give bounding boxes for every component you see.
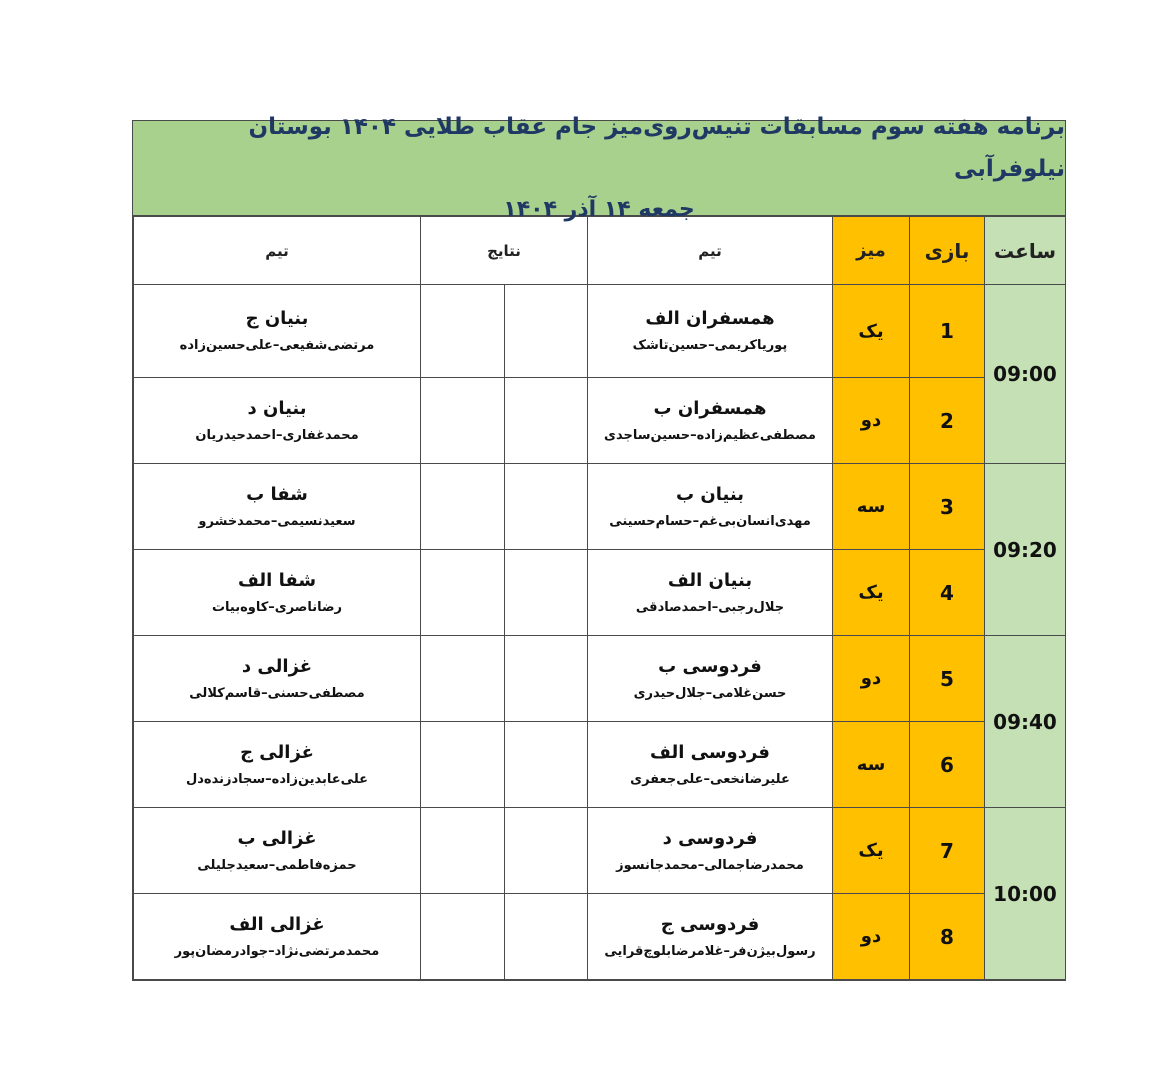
team2-cell — [134, 464, 421, 550]
result-cell[interactable] — [504, 285, 588, 378]
team2-name: غزالی ج — [240, 741, 314, 763]
team1-players: رسول‌بیژن‌فر–غلامرضابلوچ‌قرایی — [604, 943, 816, 959]
team1-players: مصطفی‌عظیم‌زاده–حسین‌ساجدی — [604, 427, 816, 443]
table-number: دو — [833, 636, 910, 722]
team1-name: بنیان ب — [676, 483, 744, 505]
header-time: ساعت — [985, 217, 1066, 285]
table-number: یک — [833, 808, 910, 894]
schedule-table — [133, 216, 1066, 980]
header-team1: تیم — [588, 217, 833, 285]
team2-cell — [134, 636, 421, 722]
team1-cell — [588, 464, 833, 550]
result-cell[interactable] — [421, 722, 505, 808]
result-cell[interactable] — [421, 285, 505, 378]
team1-players: محمدرضاجمالی–محمدجانسوز — [616, 857, 804, 873]
team2-cell — [134, 378, 421, 464]
header-game: بازی — [910, 217, 985, 285]
time-slot: 10:00 — [985, 808, 1066, 980]
schedule-header — [133, 114, 1065, 222]
team2-name: غزالی الف — [229, 913, 325, 935]
team1-name: بنیان الف — [667, 569, 753, 591]
team1-name: فردوسی ج — [660, 913, 760, 935]
time-slot: 09:40 — [985, 636, 1066, 808]
result-cell[interactable] — [504, 550, 588, 636]
header-team2: تیم — [134, 217, 421, 285]
result-cell[interactable] — [421, 550, 505, 636]
table-row — [134, 378, 1066, 464]
team2-players: رضاناصری–کاوه‌بیات — [211, 599, 343, 615]
team2-cell — [134, 894, 421, 980]
team1-cell — [588, 808, 833, 894]
table-number: دو — [833, 378, 910, 464]
table-number: سه — [833, 464, 910, 550]
result-cell[interactable] — [421, 378, 505, 464]
table-number: دو — [833, 894, 910, 980]
team2-players: محمدغفاری–احمدحیدریان — [195, 427, 359, 443]
result-cell[interactable] — [504, 378, 588, 464]
result-cell[interactable] — [421, 894, 505, 980]
team2-cell — [134, 722, 421, 808]
team2-name: بنیان د — [247, 397, 307, 419]
result-cell[interactable] — [504, 636, 588, 722]
result-cell[interactable] — [504, 464, 588, 550]
table-row — [134, 722, 1066, 808]
team1-cell — [588, 550, 833, 636]
schedule-title: برنامه هفته سوم مسابقات تنیس‌روی‌میز جام عقاب طلایی ۱۴۰۴ بوستان نیلوفرآبی — [248, 114, 1065, 182]
team2-name: شفا ب — [246, 483, 308, 505]
result-cell[interactable] — [421, 636, 505, 722]
result-cell[interactable] — [504, 808, 588, 894]
table-row — [134, 636, 1066, 722]
team1-players: پوریاکریمی–حسین‌تاشک — [632, 338, 788, 353]
team2-players: حمزه‌فاطمی–سعیدجلیلی — [197, 857, 357, 873]
team1-cell — [588, 378, 833, 464]
table-row — [134, 464, 1066, 550]
team1-name: همسفران ب — [653, 397, 767, 419]
table-number: سه — [833, 722, 910, 808]
team1-players: جلال‌رجبی–احمدصادقی — [635, 599, 785, 615]
team2-players: مرتضی‌شفیعی–علی‌حسین‌زاده — [179, 338, 375, 353]
team2-name: شفا الف — [237, 569, 317, 591]
game-number: 3 — [910, 464, 985, 550]
game-number: 6 — [910, 722, 985, 808]
table-number: یک — [833, 285, 910, 378]
table-row — [134, 808, 1066, 894]
team1-cell — [588, 722, 833, 808]
table-row — [134, 550, 1066, 636]
team2-name: بنیان ج — [245, 308, 309, 329]
team1-players: علیرضانخعی–علی‌جعفری — [630, 771, 790, 787]
team1-cell — [588, 894, 833, 980]
team2-cell — [134, 550, 421, 636]
team2-players: علی‌عابدین‌زاده–سجادزنده‌دل — [185, 771, 369, 787]
team1-cell — [588, 636, 833, 722]
game-number: 2 — [910, 378, 985, 464]
team2-players: محمدمرتضی‌نژاد–جوادرمضان‌پور — [174, 943, 380, 959]
team1-name: فردوسی ب — [658, 655, 762, 677]
match-list — [134, 285, 1066, 980]
team2-players: سعیدنسیمی–محمدخشرو — [198, 513, 356, 529]
table-row — [134, 285, 1066, 378]
result-cell[interactable] — [421, 808, 505, 894]
game-number: 1 — [910, 285, 985, 378]
time-slot: 09:00 — [985, 285, 1066, 464]
header-table: میز — [833, 217, 910, 285]
team2-cell — [134, 808, 421, 894]
team2-name: غزالی ب — [237, 827, 317, 849]
header-results: نتایج — [421, 217, 588, 285]
result-cell[interactable] — [421, 464, 505, 550]
team2-name: غزالی د — [241, 655, 313, 677]
result-cell[interactable] — [504, 894, 588, 980]
game-number: 8 — [910, 894, 985, 980]
team1-name: همسفران الف — [645, 308, 775, 329]
team2-players: مصطفی‌حسنی–قاسم‌کلالی — [189, 685, 365, 701]
table-number: یک — [833, 550, 910, 636]
team1-players: حسن‌غلامی–جلال‌حیدری — [633, 685, 787, 701]
game-number: 7 — [910, 808, 985, 894]
team1-players: مهدی‌انسان‌بی‌غم–حسام‌حسینی — [609, 513, 811, 529]
team1-cell — [588, 285, 833, 378]
game-number: 5 — [910, 636, 985, 722]
table-row — [134, 894, 1066, 980]
time-slot: 09:20 — [985, 464, 1066, 636]
schedule-sheet — [132, 114, 1066, 981]
game-number: 4 — [910, 550, 985, 636]
team1-name: فردوسی د — [662, 827, 758, 849]
schedule-date: جمعه ۱۴ آذر ۱۴۰۴ — [503, 197, 695, 222]
result-cell[interactable] — [504, 722, 588, 808]
team2-cell — [134, 285, 421, 378]
team1-name: فردوسی الف — [650, 741, 770, 763]
